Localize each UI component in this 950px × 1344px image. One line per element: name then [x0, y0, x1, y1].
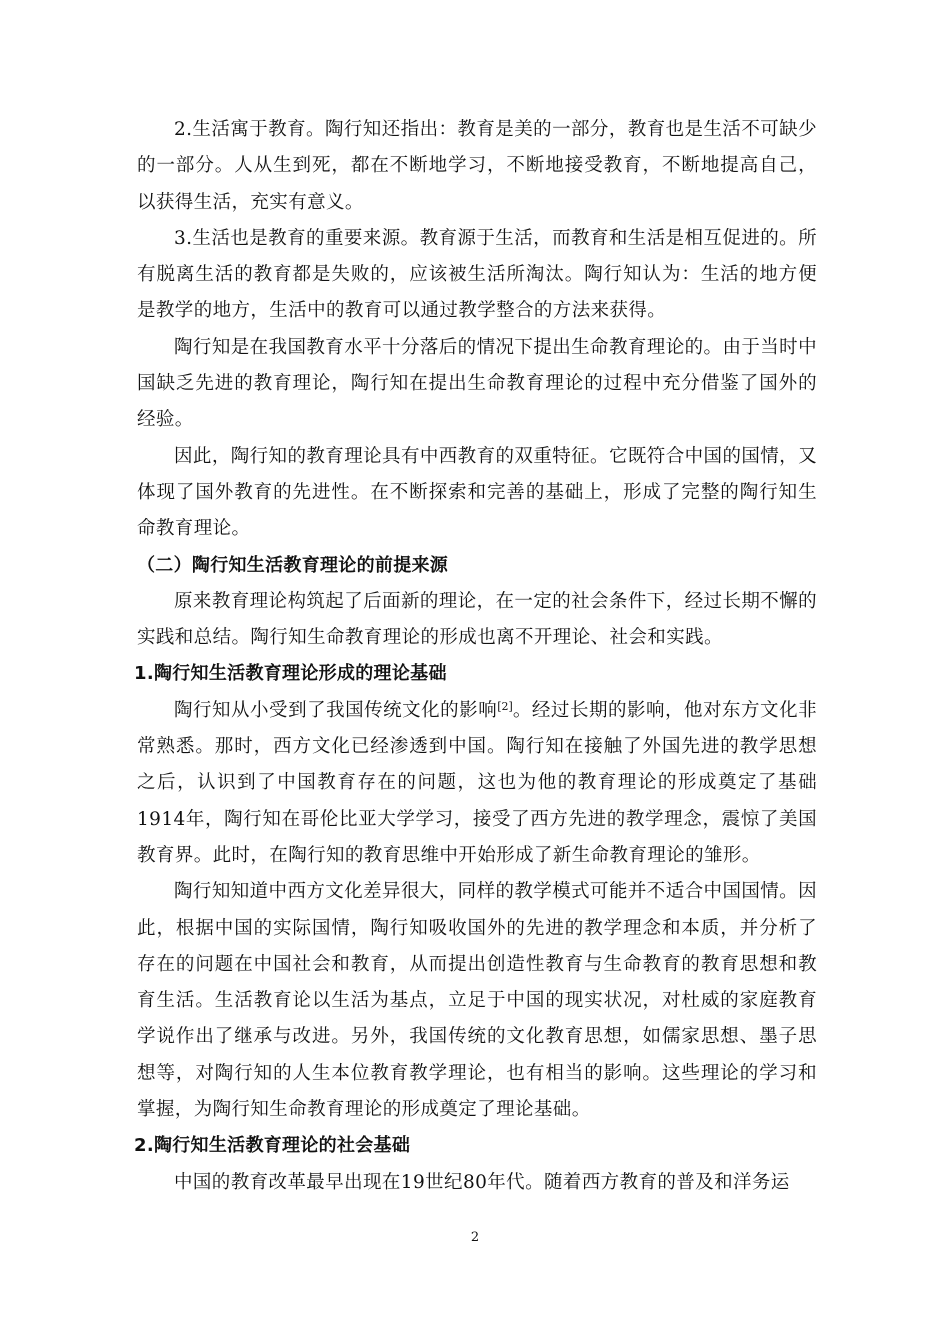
paragraph-premise-intro: 原来教育理论构筑起了后面新的理论，在一定的社会条件下，经过长期不懈的实践和总结。陶行知生命教育理论的形成也离不开理论、社会和实践。 [137, 590, 817, 649]
paragraph-text: 陶行知从小受到了我国传统文化的影响 [174, 699, 498, 721]
paragraph-traditional-culture [137, 693, 817, 874]
subheading-theoretical-basis: 1.陶行知生活教育理论形成的理论基础 [134, 663, 447, 685]
page-number: 2 [470, 1230, 480, 1245]
paragraph-life-source-of-education: 3.生活也是教育的重要来源。教育源于生活，而教育和生活是相互促进的。所有脱离生活的教育都是失败的，应该被生活所淘汰。陶行知认为：生活的地方便是教学的地方，生活中的教育可以通过教学整合的方法来获得。 [137, 227, 817, 322]
paragraph-cultural-difference: 陶行知知道中西方文化差异很大，同样的教学模式可能并不适合中国国情。因此，根据中国的实际国情，陶行知吸收国外的先进的教学理念和本质，并分析了存在的问题在中国社会和教育，从而提出创造性教育与生命教育的教育思想和教育生活。生活教育论以生活为基点，立足于中国的现实状况，对杜威的家庭教育学说作出了继承与改进。另外，我国传统的文化教育思想，如儒家思想、墨子思想等，对陶行知的人生本位教育教学理论，也有相当的影响。这些理论的学习和掌握，为陶行知生命教育理论的形成奠定了理论基础。 [137, 881, 817, 1121]
page-body [134, 112, 817, 1201]
subheading-social-basis: 2.陶行知生活教育理论的社会基础 [134, 1135, 411, 1157]
paragraph-backward-education: 陶行知是在我国教育水平十分落后的情况下提出生命教育理论的。由于当时中国缺乏先进的教育理论，陶行知在提出生命教育理论的过程中充分借鉴了国外的经验。 [137, 336, 817, 431]
section-heading-premise-sources: （二）陶行知生活教育理论的前提来源 [137, 554, 449, 576]
paragraph-dual-characteristics: 因此，陶行知的教育理论具有中西教育的双重特征。它既符合中国的国情，又体现了国外教育的先进性。在不断探索和完善的基础上，形成了完整的陶行知生命教育理论。 [137, 445, 817, 540]
paragraph-text: 。经过长期的影响，他对东方文化非常熟悉。那时，西方文化已经渗透到中国。陶行知在接触了外国先进的教学思想之后，认识到了中国教育存在的问题，这也为他的教育理论的形成奠定了基础1914年，陶行知在哥伦比亚大学学习，接受了西方先进的教学理念，震惊了美国教育界。此时，在陶行知的教育思维中开始形成了新生命教育理论的雏形。 [137, 699, 817, 866]
citation-reference: [2] [497, 699, 513, 713]
paragraph-education-reform: 中国的教育改革最早出现在19世纪80年代。随着西方教育的普及和洋务运 [174, 1171, 790, 1193]
paragraph-life-in-education: 2.生活寓于教育。陶行知还指出：教育是美的一部分，教育也是生活不可缺少的一部分。人从生到死，都在不断地学习，不断地接受教育，不断地提高自己，以获得生活，充实有意义。 [137, 119, 817, 213]
